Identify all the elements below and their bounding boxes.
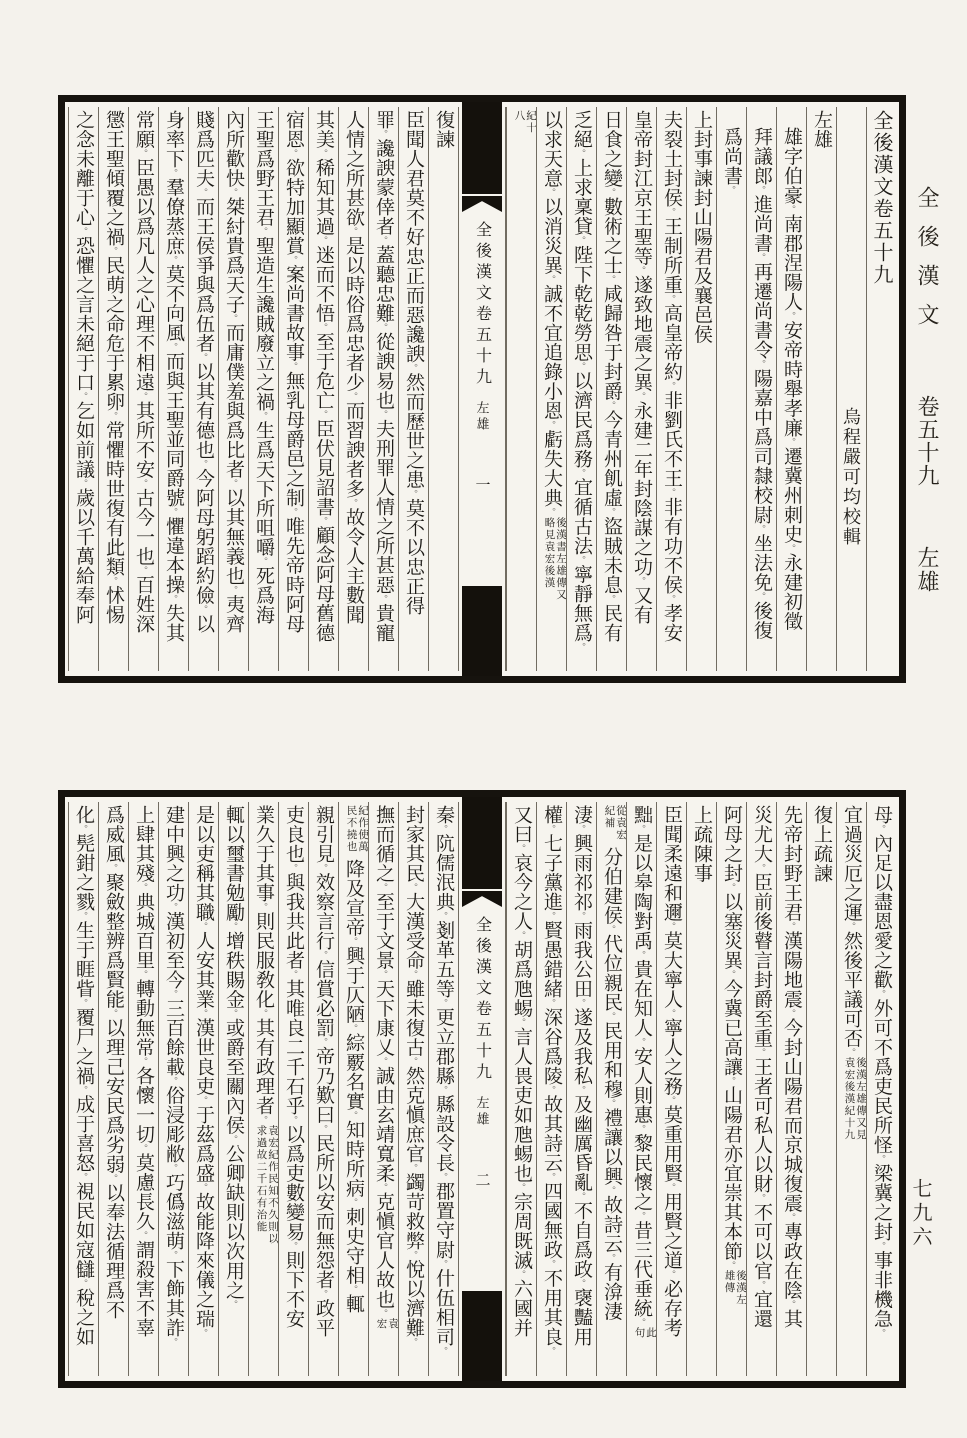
reading-circle-mark: 。 [348, 1285, 358, 1294]
reading-circle-mark: 。 [636, 576, 646, 586]
reading-circle-mark: 。 [78, 227, 88, 236]
reading-circle-mark: 。 [756, 185, 766, 195]
fishtail-mark-icon [462, 891, 502, 907]
reading-circle-mark: 。 [78, 479, 88, 488]
reading-circle-mark: 。 [666, 381, 676, 391]
interlinear-note: 袁宏紀作民知不久則以求過故二千石有治能 [255, 1124, 278, 1245]
banxin-top-bar [462, 797, 502, 889]
reading-circle-mark: 。 [378, 236, 388, 245]
text-column-body: 宜過災厄之運。然後平議可否。後漢左雄傳又見袁宏後漢紀十九 [836, 802, 866, 1376]
reading-circle-mark: 。 [786, 922, 796, 931]
reading-circle-mark: 。 [168, 1076, 178, 1086]
reading-circle-mark: 。 [786, 1213, 796, 1222]
margin-section-label: 左雄 [915, 546, 940, 594]
reading-circle-mark: 。 [876, 1328, 886, 1338]
reading-circle-mark: 。 [876, 824, 886, 834]
reading-circle-mark: 。 [288, 1241, 298, 1251]
reading-circle-mark: 。 [228, 188, 238, 197]
reading-circle-mark: 。 [348, 227, 358, 236]
reading-circle-mark: 。 [576, 468, 586, 478]
reading-circle-mark: 。 [138, 1057, 148, 1066]
reading-circle-mark: 。 [666, 1096, 676, 1105]
reading-circle-mark: 。 [378, 1183, 388, 1192]
text-column-body: 災尤大。臣前後瞽言封爵至重。王者可私人以財。不可以官。宜還 [746, 802, 776, 1376]
text-column-body: 上肆其殘。典城百里。轉動無常。各懷一切。莫慮長久。謂殺害不辜 [128, 802, 158, 1376]
text-column-body: 先帝封野王君。漢陽地震。今封山陽君而京城復震。專政在陰。其 [776, 802, 806, 1376]
reading-circle-mark: 。 [78, 392, 88, 401]
text-column-compiler: 烏程嚴可均校輯 [836, 107, 866, 671]
reading-circle-mark: 。 [378, 594, 388, 604]
folio-verso [58, 790, 906, 1388]
reading-circle-mark: 。 [258, 411, 268, 421]
reading-circle-mark: 。 [138, 149, 148, 158]
reading-circle-mark: 。 [408, 1057, 418, 1066]
reading-circle-mark: 。 [576, 555, 586, 565]
reading-circle-mark: 。 [516, 1270, 526, 1279]
text-column-body: 封家其民。大漢受命。雖未復古。然克愼庶官。蠲苛救弊。悅以濟難。 [398, 802, 428, 1376]
text-column-body: 淒。興雨祁祁。雨我公田。遂及我私。及幽厲昏亂。不自爲政。襃豔用 [566, 802, 596, 1376]
text-column-body: 親引見。效察言行。信賞必罰。帝乃歎曰。民所以安而無怨者。政平 [308, 802, 338, 1376]
text-column-body: 臣聞柔遠和邇。莫大寧人。寧人之務。莫重用賢。用賢之道。必存考 [656, 802, 686, 1376]
reading-circle-mark: 。 [636, 1124, 646, 1134]
folio-recto [58, 95, 906, 683]
reading-circle-mark: 。 [168, 1250, 178, 1260]
reading-circle-mark: 。 [666, 207, 676, 217]
reading-circle-mark: 。 [168, 507, 178, 517]
banxin-leaf-number: 二 [473, 1172, 490, 1187]
text-column-body: 又曰。哀今之人。胡爲虺蜴。言人畏吏如虺蜴也。宗周既滅。六國并 [506, 802, 536, 1376]
reading-circle-mark: 。 [168, 168, 178, 178]
text-column-body: 其美。稀知其過。迷而不悟。至于危亡。臣伏見詔書。顧念阿母舊德 [308, 107, 338, 671]
text-column-body: 吏良也。與我共此者。其唯良二千石乎。以爲吏數變易。則下不安 [278, 802, 308, 1376]
reading-circle-mark: 。 [348, 392, 358, 401]
reading-circle-mark: 。 [636, 1037, 646, 1047]
reading-circle-mark: 。 [138, 479, 148, 488]
fishtail-mark-icon [462, 196, 502, 212]
reading-circle-mark: 。 [348, 1024, 358, 1033]
reading-circle-mark: 。 [138, 1231, 148, 1240]
reading-circle-mark: 。 [228, 585, 238, 595]
reading-circle-mark: 。 [546, 507, 556, 517]
text-column-body: 王聖爲野王君。聖造生讒賊廢立之禍。生爲天下所咀嚼。死爲海 [248, 107, 278, 671]
text-column-body: 紀作使萬民不撓也降及宣帝。興于仄陋。綜覈名實。知時所病。刺史守相。輒 [338, 802, 368, 1376]
reading-circle-mark: 。 [666, 594, 676, 604]
text-column-body: 臣聞人君莫不好忠正而惡讒諛。然而歷世之患。莫不以忠正得 [398, 107, 428, 671]
reading-circle-mark: 。 [786, 311, 796, 321]
reading-circle-mark: 。 [408, 363, 418, 373]
reading-circle-mark: 。 [636, 1318, 646, 1327]
text-column-body: 爲尚書。 [716, 107, 746, 671]
reading-circle-mark: 。 [228, 922, 238, 931]
text-column-body: 從袁宏紀補分伯建侯。代位親民。民用和穆。禮讓以興。故詩云。有渰淒 [596, 802, 626, 1376]
reading-circle-mark: 。 [198, 1009, 208, 1018]
reading-circle-mark: 。 [288, 507, 298, 517]
text-column-body: 常願。臣愚以爲凡人之心理不相遠。其所不安。古今一也。百姓深 [128, 107, 158, 671]
reading-circle-mark: 。 [408, 970, 418, 979]
reading-circle-mark: 。 [348, 1198, 358, 1207]
reading-circle-mark: 。 [378, 410, 388, 419]
banxin-center-column [458, 802, 506, 1376]
reading-circle-mark: 。 [576, 911, 586, 921]
reading-circle-mark: 。 [546, 420, 556, 430]
reading-circle-mark: 。 [576, 998, 586, 1008]
text-column-body: 秦。阬儒泯典。剗革五等。更立郡縣。縣設令長。郡置守尉。什伍相司。 [428, 802, 458, 1376]
reading-circle-mark: 。 [666, 1183, 676, 1192]
reading-circle-mark: 。 [546, 188, 556, 197]
text-column-body: 黜。是以皋陶對禹。貴在知人。安人則惠。黎民懷之。昔三代垂統。此句 [626, 802, 656, 1376]
text-column-heading: 上疏陳事 [686, 802, 716, 1376]
reading-circle-mark: 。 [606, 1012, 616, 1021]
reading-circle-mark: 。 [228, 1009, 238, 1018]
reading-circle-mark: 。 [378, 129, 388, 139]
reading-circle-mark: 。 [726, 185, 736, 195]
reading-circle-mark: 。 [168, 594, 178, 604]
reading-circle-mark: 。 [258, 227, 268, 236]
reading-circle-mark: 。 [228, 1300, 238, 1309]
reading-circle-mark: 。 [318, 863, 328, 873]
reading-circle-mark: 。 [318, 236, 328, 245]
text-column-body: 撫而循之。至于文景。天下康乂。誠由玄靖寬柔。克愼官人故也。袁宏 [368, 802, 398, 1376]
text-column-body: 建中興之功。漢初至今。三百餘載。俗浸彫敝。巧僞滋萌。下飾其詐。 [158, 802, 188, 1376]
text-column-heading: 上封事諫封山陽君及襄邑侯 [686, 107, 716, 671]
reading-circle-mark: 。 [546, 998, 556, 1008]
reading-circle-mark: 。 [378, 970, 388, 979]
reading-circle-mark: 。 [408, 489, 418, 499]
reading-circle-mark: 。 [756, 1048, 766, 1057]
text-column-body: 阿母之封。以塞災異。今冀已高讓。山陽君亦宜崇其本節。後漢左雄傳 [716, 802, 746, 1376]
folio-left-half [68, 107, 458, 671]
reading-circle-mark: 。 [258, 1009, 268, 1018]
banxin-section-label: 左雄 [474, 401, 490, 433]
text-column-body: 日食之變。數術之士。咸歸咎于封爵。今青州飢虛。盜賊未息。民有 [596, 107, 626, 671]
reading-circle-mark: 。 [198, 922, 208, 931]
interlinear-note: 後漢左雄傳又見袁宏後漢紀十九 [843, 1057, 866, 1141]
reading-circle-mark: 。 [198, 1183, 208, 1192]
reading-circle-mark: 。 [198, 188, 208, 197]
reading-circle-mark: 。 [78, 1172, 88, 1182]
text-column-body: 宿恩。欲特加顯賞。案尚書故事。無乳母爵邑之制。唯先帝時阿母 [278, 107, 308, 671]
reading-circle-mark: 。 [546, 275, 556, 284]
interlinear-note: 後漢書左雄傳又略見袁宏後漢 [543, 516, 566, 601]
reading-circle-mark: 。 [348, 937, 358, 946]
reading-circle-mark: 。 [408, 1250, 418, 1260]
interlinear-note: 從袁宏紀補 [603, 805, 626, 841]
banxin-center-column [458, 107, 506, 671]
reading-circle-mark: 。 [168, 989, 178, 999]
text-column-body: 爲威風。聚斂整辨爲賢能。以理己安民爲劣弱。以奉法循理爲不 [98, 802, 128, 1376]
reading-circle-mark: 。 [438, 1259, 448, 1269]
text-column-body: 之念未離于心。恐懼之言未絕于口。乞如前議。歲以千萬給奉阿 [68, 107, 98, 671]
reading-circle-mark: 。 [378, 323, 388, 332]
reading-circle-mark: 。 [348, 1111, 358, 1120]
reading-circle-mark: 。 [756, 1280, 766, 1290]
reading-circle-mark: 。 [318, 323, 328, 332]
reading-circle-mark: 。 [288, 255, 298, 265]
reading-circle-mark: 。 [108, 863, 118, 873]
reading-circle-mark: 。 [168, 255, 178, 265]
reading-circle-mark: 。 [438, 998, 448, 1008]
reading-circle-mark: 。 [378, 883, 388, 892]
reading-circle-mark: 。 [636, 824, 646, 834]
reading-circle-mark: 。 [666, 922, 676, 931]
reading-circle-mark: 。 [516, 1018, 526, 1027]
reading-circle-mark: 。 [318, 410, 328, 419]
reading-circle-mark: 。 [138, 970, 148, 979]
text-column-volume-title: 全後漢文卷五十九 [866, 107, 896, 671]
text-column-heading: 復上疏諫 [806, 802, 836, 1376]
interlinear-note: 此句 [633, 1327, 656, 1339]
reading-circle-mark: 。 [756, 359, 766, 369]
reading-circle-mark: 。 [318, 1037, 328, 1047]
reading-circle-mark: 。 [228, 1135, 238, 1144]
reading-circle-mark: 。 [258, 557, 268, 566]
reading-circle-mark: 。 [318, 1124, 328, 1134]
reading-circle-mark: 。 [138, 566, 148, 575]
reading-circle-mark: 。 [546, 911, 556, 921]
text-column-heading: 左雄 [806, 107, 836, 671]
reading-circle-mark: 。 [78, 824, 88, 834]
reading-circle-mark: 。 [408, 1163, 418, 1173]
reading-circle-mark: 。 [726, 1261, 736, 1270]
reading-circle-mark: 。 [756, 253, 766, 262]
reading-circle-mark: 。 [726, 883, 736, 892]
reading-circle-mark: 。 [756, 524, 766, 534]
folio-left-half [68, 802, 458, 1376]
text-column-body: 人情之所甚欲。是以時俗爲忠者少。而習諛者多。故令人主數聞 [338, 107, 368, 671]
reading-circle-mark: 。 [198, 605, 208, 614]
reading-circle-mark: 。 [318, 149, 328, 158]
reading-circle-mark: 。 [786, 437, 796, 447]
reading-circle-mark: 。 [876, 1154, 886, 1164]
reading-circle-mark: 。 [576, 1279, 586, 1288]
banxin-top-bar [462, 102, 502, 194]
banxin-bottom-bar [462, 1291, 502, 1381]
reading-circle-mark: 。 [198, 459, 208, 469]
reading-circle-mark: 。 [138, 1144, 148, 1153]
reading-circle-mark: 。 [576, 642, 586, 652]
reading-circle-mark: 。 [78, 1279, 88, 1288]
text-column-body: 雄字伯豪。南郡涅陽人。安帝時舉孝廉。遷冀州刺史。永建初徵 [776, 107, 806, 671]
margin-volume-label: 卷五十九 [915, 395, 940, 487]
reading-circle-mark: 。 [636, 392, 646, 401]
reading-circle-mark: 。 [546, 824, 556, 834]
reading-circle-mark: 。 [288, 970, 298, 979]
reading-circle-mark: 。 [546, 1085, 556, 1095]
folio-right-half [506, 107, 896, 671]
reading-circle-mark: 。 [198, 353, 208, 362]
reading-circle-mark: 。 [786, 205, 796, 214]
reading-circle-mark: 。 [606, 401, 616, 410]
reading-circle-mark: 。 [576, 236, 586, 245]
text-column-body: 賤爲匹夫。而王侯爭與爲伍者。以其有德也。今阿母躬蹈約儉。以 [188, 107, 218, 671]
reading-circle-mark: 。 [288, 362, 298, 371]
banxin-section-label: 左雄 [474, 1096, 490, 1128]
reading-circle-mark: 。 [636, 266, 646, 275]
reading-circle-mark: 。 [786, 1009, 796, 1018]
reading-circle-mark: 。 [198, 1096, 208, 1105]
reading-circle-mark: 。 [606, 1253, 616, 1263]
reading-circle-mark: 。 [756, 863, 766, 873]
interlinear-note: 紀作使萬民不撓也 [345, 805, 368, 853]
reading-circle-mark: 。 [438, 1346, 448, 1356]
reading-circle-mark: 。 [288, 863, 298, 873]
reading-circle-mark: 。 [138, 392, 148, 401]
text-column-body: 身率下。羣僚蒸庶。莫不向風。而與王聖並同爵號。懼違本操。失其 [158, 107, 188, 671]
text-column-body: 內所歡快。桀紂貴爲天子。而庸僕羞與爲比者。以其無義也。夷齊 [218, 107, 248, 671]
reading-circle-mark: 。 [606, 594, 616, 604]
text-column-body: 化。髡鉗之戮。生于睚眥。覆尸之禍。成于喜怒。視民如寇讎。稅之如 [68, 802, 98, 1376]
reading-circle-mark: 。 [576, 149, 586, 158]
reading-circle-mark: 。 [288, 149, 298, 158]
text-column-body: 罪。讒諛蒙倖者。蓋聽忠難。從諛易也。夫刑罪人情之所甚惡。貴寵 [368, 107, 398, 671]
reading-circle-mark: 。 [228, 479, 238, 488]
reading-circle-mark: 。 [756, 592, 766, 601]
reading-circle-mark: 。 [576, 362, 586, 371]
reading-circle-mark: 。 [846, 922, 856, 931]
margin-folio-number: 七九六 [909, 1178, 931, 1250]
reading-circle-mark: 。 [516, 844, 526, 853]
reading-circle-mark: 。 [168, 1163, 178, 1173]
reading-circle-mark: 。 [876, 1241, 886, 1251]
reading-circle-mark: 。 [258, 902, 268, 912]
text-column-body: 皇帝封江京王聖等。遂致地震之異。永建二年封陰謀之功。又有 [626, 107, 656, 671]
reading-circle-mark: 。 [108, 411, 118, 421]
reading-circle-mark: 。 [198, 1328, 208, 1338]
interlinear-note: 後漢左雄傳 [723, 1270, 746, 1306]
text-column-body: 業久于其事。則民服敎化。其有政理者。袁宏紀作民知不久則以求過故二千石有治能 [248, 802, 278, 1376]
reading-circle-mark: 。 [606, 188, 616, 197]
reading-circle-mark: 。 [408, 883, 418, 892]
reading-circle-mark: 。 [546, 1172, 556, 1182]
reading-circle-mark: 。 [108, 1174, 118, 1183]
reading-circle-mark: 。 [846, 1048, 856, 1057]
reading-circle-mark: 。 [636, 1211, 646, 1221]
text-column-body: 以求天意。以消災異。誠不宜追錄小恩。虧失大典。後漢書左雄傳又略見袁宏後漢 [536, 107, 566, 671]
reading-circle-mark: 。 [168, 902, 178, 912]
interlinear-note: 袁宏 [375, 1318, 398, 1330]
reading-circle-mark: 。 [378, 1309, 388, 1318]
reading-circle-mark: 。 [108, 1009, 118, 1018]
reading-circle-mark: 。 [606, 1186, 616, 1195]
interlinear-note: 紀十八 [513, 110, 536, 134]
reading-circle-mark: 。 [78, 998, 88, 1008]
reading-circle-mark: 。 [78, 1085, 88, 1095]
banxin-bottom-bar [462, 586, 502, 676]
reading-circle-mark: 。 [378, 1057, 388, 1066]
text-column-body: 夫裂土封侯。王制所重。高皇帝約。非劉氏不王。非有功不侯。孝安 [656, 107, 686, 671]
reading-circle-mark: 。 [606, 1099, 616, 1108]
reading-circle-mark: 。 [78, 911, 88, 921]
reading-circle-mark: 。 [348, 498, 358, 508]
reading-circle-mark: 。 [438, 1172, 448, 1182]
reading-circle-mark: 。 [666, 1009, 676, 1018]
reading-circle-mark: 。 [576, 1192, 586, 1201]
reading-circle-mark: 。 [108, 576, 118, 586]
reading-circle-mark: 。 [756, 1193, 766, 1203]
text-column-body: 懲王聖傾覆之禍。民萌之命危于累卵。常懼時世復有此類。怵惕 [98, 107, 128, 671]
reading-circle-mark: 。 [726, 1076, 736, 1086]
reading-circle-mark: 。 [666, 488, 676, 497]
reading-circle-mark: 。 [318, 950, 328, 960]
banxin-leaf-number: 一 [473, 477, 490, 492]
reading-circle-mark: 。 [438, 1085, 448, 1095]
reading-circle-mark: 。 [258, 1115, 268, 1125]
folio-right-half [506, 802, 896, 1376]
reading-circle-mark: 。 [288, 1115, 298, 1125]
text-column-body: 權。七子黨進。賢愚錯緒。深谷爲陵。故其詩云。四國無政。不用其良。 [536, 802, 566, 1376]
margin-book-title: 全後漢文 [915, 186, 940, 342]
reading-circle-mark: 。 [168, 1337, 178, 1347]
text-column-body: 輒以璽書勉勵。增秩賜金。或爵至關內侯。公卿缺則以次用之。 [218, 802, 248, 1376]
reading-circle-mark: 。 [516, 931, 526, 940]
text-column-heading: 復諫 [428, 107, 458, 671]
reading-circle-mark: 。 [726, 970, 736, 979]
reading-circle-mark: 。 [786, 1300, 796, 1309]
reading-circle-mark: 。 [138, 883, 148, 892]
banxin-volume-title: 全後漢文卷五十九 [473, 221, 491, 389]
reading-circle-mark: 。 [408, 1337, 418, 1347]
reading-circle-mark: 。 [666, 1270, 676, 1279]
margin-running-title [912, 186, 943, 594]
reading-circle-mark: 。 [606, 925, 616, 934]
reading-circle-mark: 。 [438, 911, 448, 921]
reading-circle-mark: 。 [318, 1289, 328, 1299]
text-column-body: 母。內足以盡恩愛之歡。外可不爲吏民所怪。梁冀之封。事非機急。 [866, 802, 896, 1376]
reading-circle-mark: 。 [876, 989, 886, 999]
banxin-volume-title: 全後漢文卷五十九 [473, 916, 491, 1084]
reading-circle-mark: 。 [168, 342, 178, 352]
reading-circle-mark: 。 [666, 294, 676, 304]
reading-circle-mark: 。 [516, 1183, 526, 1192]
reading-circle-mark: 。 [576, 1085, 586, 1095]
reading-circle-mark: 。 [546, 1259, 556, 1269]
reading-circle-mark: 。 [318, 516, 328, 526]
reading-circle-mark: 。 [606, 275, 616, 284]
reading-circle-mark: 。 [636, 950, 646, 960]
reading-circle-mark: 。 [108, 246, 118, 256]
text-column-body: 乏絕。上求稟貸。陛下乾乾勞思。以濟民爲務。宜循古法。寧靜無爲。 [566, 107, 596, 671]
reading-circle-mark: 。 [546, 1346, 556, 1356]
reading-circle-mark: 。 [786, 544, 796, 553]
reading-circle-mark: 。 [606, 507, 616, 517]
text-column-body [506, 107, 536, 671]
text-column-body: 拜議郎。進尚書。再遷尚書令。陽嘉中爲司隸校尉。坐法免。後復 [746, 107, 776, 671]
reading-circle-mark: 。 [438, 824, 448, 834]
text-column-body: 是以吏稱其職。人安其業。漢世良吏。于茲爲盛。故能降來儀之瑞。 [188, 802, 218, 1376]
reading-circle-mark: 。 [576, 824, 586, 834]
reading-circle-mark: 。 [228, 314, 238, 323]
